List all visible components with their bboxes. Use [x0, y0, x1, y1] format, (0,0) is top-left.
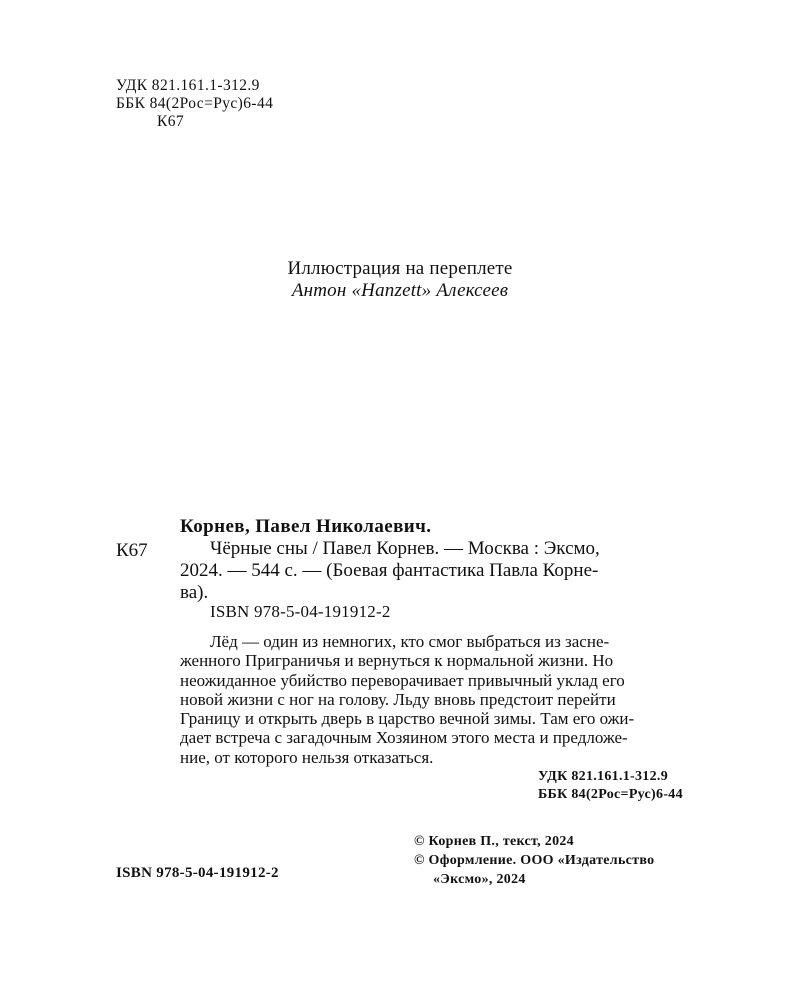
record-author-mark: К67: [116, 540, 148, 561]
record-author: Корнев, Павел Николаевич.: [180, 516, 432, 537]
copyright-design-cont: «Эксмо», 2024: [433, 872, 526, 887]
isbn-bottom: ISBN 978-5-04-191912-2: [116, 865, 279, 881]
copyright-design: © Оформление. ООО «Издательство: [414, 853, 655, 868]
illustration-credit: [0, 258, 800, 302]
annotation-line: Границу и открыть дверь в царство вечной зимы. Там его ожи-: [180, 709, 635, 729]
annotation-line: женного Приграничья и вернуться к нормальной жизни. Но: [180, 651, 614, 671]
bbk-code: ББК 84(2Рос=Рус)6-44: [116, 95, 274, 112]
classification-block: [116, 77, 273, 131]
annotation-line: Лёд — один из немногих, кто смог выбраться из засне-: [210, 632, 610, 651]
annotation-line: дает встреча с загадочным Хозяином этого места и предложе-: [180, 728, 628, 748]
bottom-udk-code: УДК 821.161.1-312.9: [538, 769, 669, 784]
author-mark: К67: [157, 113, 185, 130]
bottom-bbk-code: ББК 84(2Рос=Рус)6-44: [538, 787, 683, 802]
copyright-text: © Корнев П., текст, 2024: [414, 834, 574, 849]
record-description-line: 2024. — 544 с. — (Боевая фантастика Павла Корне-: [180, 560, 599, 581]
udk-code: УДК 821.161.1-312.9: [116, 77, 260, 94]
bibliographic-record: [180, 516, 720, 604]
annotation-line: ние, от которого нельзя отказаться.: [180, 747, 434, 767]
annotation-line: неожиданное убийство переворачивает привычный уклад его: [180, 670, 625, 690]
annotation: [180, 632, 725, 767]
annotation-line: новой жизни с ног на голову. Льду вновь предстоит перейти: [180, 689, 616, 709]
illustration-caption: Иллюстрация на переплете: [287, 258, 513, 279]
record-description-line: Чёрные сны / Павел Корнев. — Москва : Эксмо,: [210, 538, 600, 559]
copyright-block: [414, 832, 654, 889]
record-isbn: ISBN 978-5-04-191912-2: [210, 602, 391, 621]
record-description-line: ва).: [180, 582, 209, 603]
bottom-classification: [538, 768, 683, 804]
illustration-artist: Антон «Hanzett» Алексеев: [291, 280, 509, 301]
